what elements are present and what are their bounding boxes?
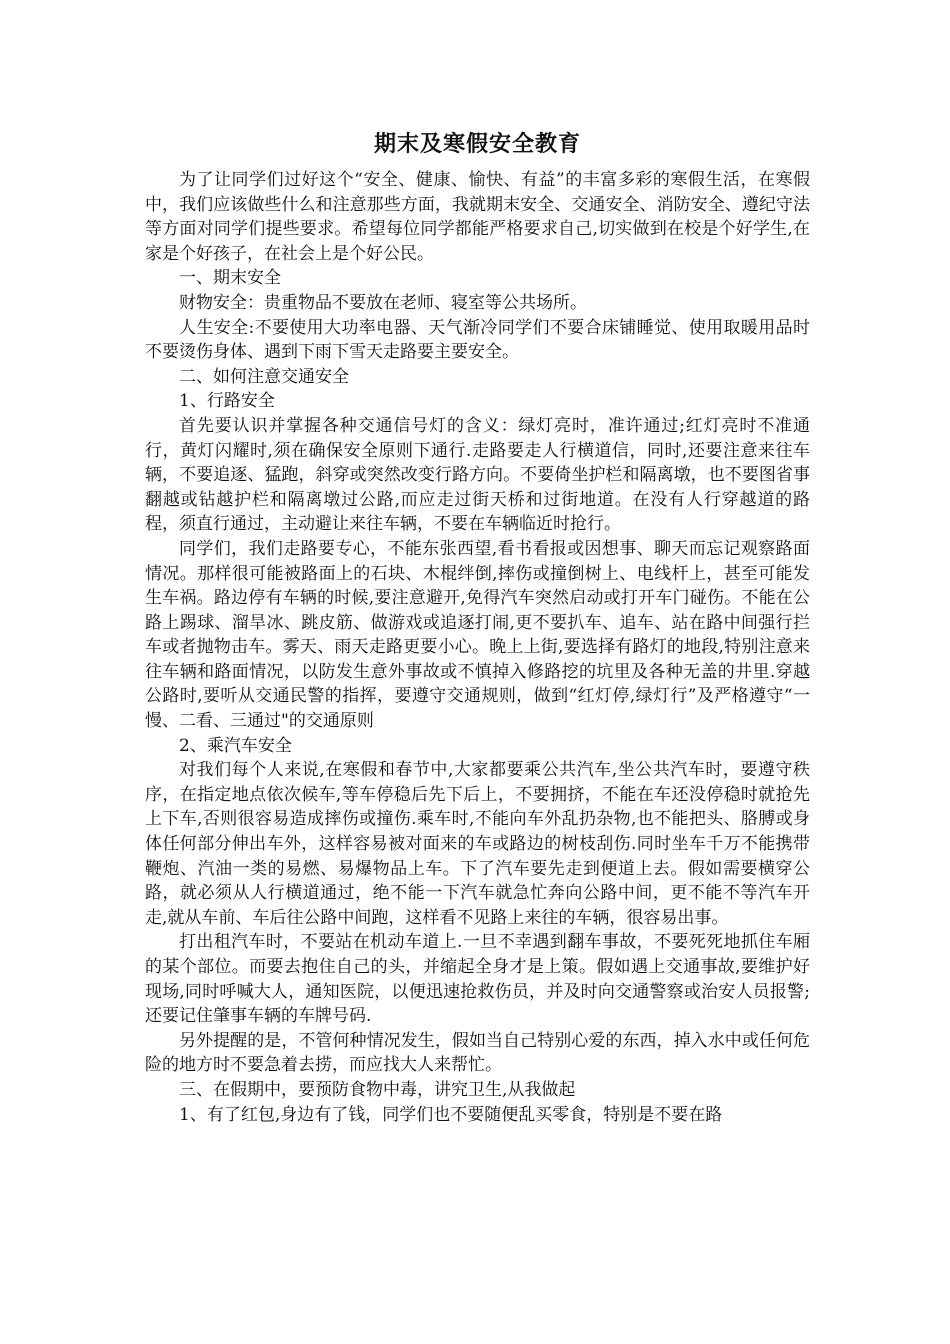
paragraph-personal-safety: 人生安全:不要使用大功率电器、天气渐冷同学们不要合床铺睡觉、使用取暖用品时不要烫伤身体、遇到下雨下雪天走路要主要安全。 <box>145 317 810 363</box>
section-heading-exam-safety: 一、期末安全 <box>179 268 281 289</box>
paragraph-property-safety: 财物安全：贵重物品不要放在老师、寝室等公共场所。 <box>179 292 587 313</box>
paragraph-reminder: 另外提醒的是，不管何种情况发生，假如当自己特别心爱的东西，掉入水中或任何危险的地方时不要急着去捞，而应找大人来帮忙。 <box>145 1030 810 1076</box>
document-body <box>145 130 810 1127</box>
section-heading-traffic-safety: 二、如何注意交通安全 <box>179 366 349 387</box>
paragraph-pocket-money: 1、有了红包,身边有了钱，同学们也不要随便乱买零食，特别是不要在路 <box>179 1104 723 1125</box>
paragraph-taxi-safety: 打出租汽车时，不要站在机动车道上.一旦不幸遇到翻车事故，不要死死地抓住车厢的某个部位。而要去抱住自己的头，并缩起全身才是上策。假如遇上交通事故,要维护好现场,同时呼喊大人，通知医院，以便迅速抢救伤员，并及时向交通警察或治安人员报警;还要记住肇事车辆的车牌号码. <box>145 932 810 1027</box>
paragraph-walking-attention: 同学们，我们走路要专心，不能东张西望,看书看报或因想事、聊天而忘记观察路面情况。那样很可能被路面上的石块、木棍绊倒,摔伤或撞倒树上、电线杆上，甚至可能发生车祸。路边停有车辆的时候,要注意避开,免得汽车突然启动或打开车门碰伤。不能在公路上踢球、溜旱冰、跳皮筋、做游戏或追逐打闹,更不要扒车、追车、站在路中间强行拦车或者抛物击车。雾天、雨天走路更要小心。晚上上街,要选择有路灯的地段,特别注意来往车辆和路面情况，以防发生意外事故或不慎掉入修路挖的坑里及各种无盖的井里.穿越公路时,要听从交通民警的指挥，要遵守交通规则，做到“红灯停,绿灯行”及严格遵守“一慢、二看、三通过"的交通原则 <box>145 538 810 732</box>
section-heading-food-safety: 三、在假期中，要预防食物中毒，讲究卫生,从我做起 <box>179 1079 576 1100</box>
paragraph-intro: 为了让同学们过好这个“安全、健康、愉快、有益”的丰富多彩的寒假生活，在寒假中，我们应该做些什么和注意那些方面，我就期末安全、交通安全、消防安全、遵纪守法等方面对同学们提些要求。希望每位同学都能严格要求自己,切实做到在校是个好学生,在家是个好孩子，在社会上是个好公民。 <box>145 170 810 264</box>
paragraph-bus-riding: 对我们每个人来说,在寒假和春节中,大家都要乘公共汽车,坐公共汽车时，要遵守秩序，在指定地点依次候车,等车停稳后先下后上，不要拥挤，不能在车还没停稳时就抢先上下车,否则很容易造成摔伤或撞伤.乘车时,不能向车外乱扔杂物,也不能把头、胳膊或身体任何部分伸出车外，这样容易被对面来的车或路边的树枝刮伤.同时坐车千万不能携带鞭炮、汽油一类的易燃、易爆物品上车。下了汽车要先走到便道上去。假如需要横穿公路，就必须从人行横道通过，绝不能一下汽车就急忙奔向公路中间，更不能不等汽车开走,就从车前、车后往公路中间跑，这样看不见路上来往的车辆，很容易出事。 <box>145 760 810 928</box>
paragraph-traffic-signals: 首先要认识并掌握各种交通信号灯的含义：绿灯亮时，准许通过;红灯亮时不准通行，黄灯闪耀时,须在确保安全原则下通行.走路要走人行横道信，同时,还要注意来往车辆，不要追逐、猛跑，斜穿或突然改变行路方向。不要倚坐护栏和隔离墩，也不要图省事翻越或钻越护栏和隔离墩过公路,而应走过街天桥和过街地道。在没有人行穿越道的路程，须直行通过，主动避让来往车辆，不要在车辆临近时抢行。 <box>145 415 810 535</box>
document-title: 期末及寒假安全教育 <box>373 132 581 157</box>
subheading-walking-safety: 1、行路安全 <box>179 391 275 412</box>
subheading-bus-safety: 2、乘汽车安全 <box>179 735 292 756</box>
